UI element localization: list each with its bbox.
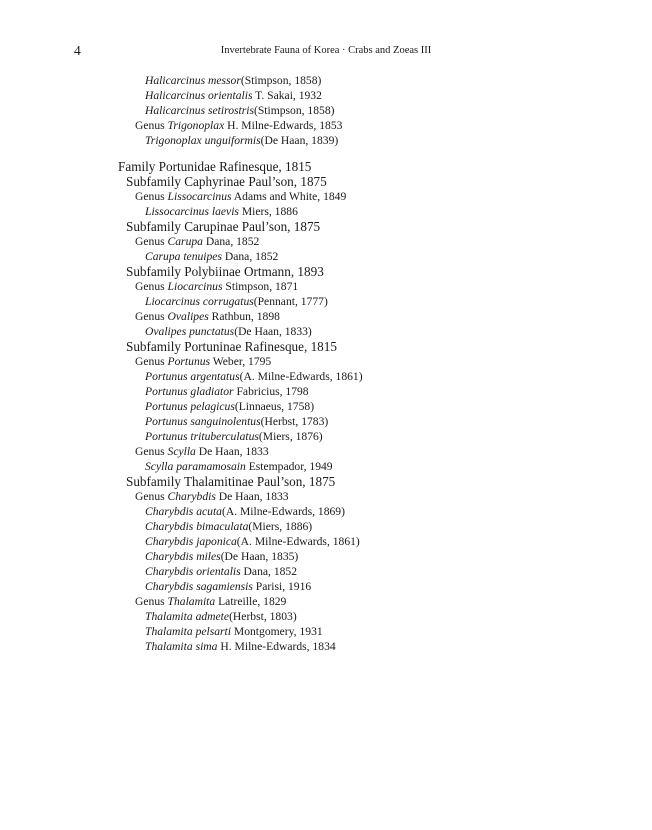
taxon-name: Portunus trituberculatus — [145, 430, 259, 443]
species-entry — [145, 549, 298, 564]
species-entry — [145, 624, 323, 639]
species-entry — [145, 519, 312, 534]
species-entry — [145, 324, 312, 339]
entry-prefix: Genus — [135, 445, 168, 458]
taxon-authority: Latreille, 1829 — [215, 595, 287, 608]
species-entry — [145, 504, 345, 519]
entry-prefix: Subfamily Caphyrinae Paul’son, 1875 — [126, 174, 327, 189]
species-entry — [145, 564, 297, 579]
taxon-authority: (Herbst, 1783) — [260, 415, 329, 428]
taxon-authority: (Stimpson, 1858) — [240, 74, 322, 87]
genus-entry — [135, 118, 342, 133]
taxon-authority: De Haan, 1833 — [215, 490, 289, 503]
taxon-authority: Parisi, 1916 — [252, 580, 312, 593]
taxon-authority: (Herbst, 1803) — [229, 610, 297, 623]
species-entry — [145, 249, 278, 264]
taxon-authority: (Miers, 1886) — [248, 520, 313, 533]
species-entry — [145, 639, 336, 654]
entry-prefix: Genus — [135, 595, 168, 608]
species-entry — [145, 204, 298, 219]
taxon-authority: De Haan, 1833 — [195, 445, 269, 458]
entry-prefix: Genus — [135, 310, 168, 323]
taxon-authority: Stimpson, 1871 — [222, 280, 299, 293]
entry-prefix: Genus — [135, 190, 168, 203]
genus-entry — [135, 309, 280, 324]
taxon-name: Portunus pelagicus — [145, 400, 235, 413]
species-entry — [145, 429, 323, 444]
taxon-authority: (Linnaeus, 1758) — [234, 400, 315, 413]
taxon-name: Portunus sanguinolentus — [145, 415, 261, 428]
species-entry — [145, 609, 297, 624]
species-entry — [145, 133, 338, 148]
taxon-authority: Fabricius, 1798 — [233, 385, 309, 398]
genus-entry — [135, 234, 259, 249]
taxon-name: Halicarcinus messor — [145, 74, 241, 87]
entry-prefix: Family Portunidae Rafinesque, 1815 — [118, 159, 312, 174]
genus-entry — [135, 189, 346, 204]
taxon-name: Charybdis — [167, 490, 216, 503]
taxon-name: Charybdis orientalis — [145, 565, 241, 578]
subfamily-heading — [126, 263, 324, 280]
running-title: Invertebrate Fauna of Korea · Crabs and Zoeas III — [220, 45, 432, 56]
species-entry — [145, 369, 363, 384]
entry-prefix: Genus — [135, 355, 168, 368]
taxon-authority: Dana, 1852 — [240, 565, 298, 578]
taxon-authority: (A. Milne-Edwards, 1861) — [239, 370, 363, 383]
taxon-name: Lissocarcinus — [167, 190, 232, 203]
taxon-authority: (Miers, 1876) — [258, 430, 323, 443]
entry-prefix: Subfamily Carupinae Paul’son, 1875 — [126, 219, 321, 234]
taxon-name: Thalamita pelsarti — [145, 625, 231, 638]
species-entry — [145, 534, 360, 549]
species-entry — [145, 88, 322, 103]
taxon-authority: Montgomery, 1931 — [231, 625, 323, 638]
taxon-name: Halicarcinus setirostris — [145, 104, 254, 117]
page-number: 4 — [74, 43, 81, 58]
taxon-authority: Adams and White, 1849 — [231, 190, 347, 203]
entry-prefix: Genus — [135, 119, 168, 132]
taxon-name: Portunus argentatus — [145, 370, 240, 383]
taxon-authority: (De Haan, 1839) — [260, 134, 339, 147]
taxon-name: Thalamita — [167, 595, 216, 608]
taxon-name: Portunus gladiator — [145, 385, 234, 398]
species-entry — [145, 294, 328, 309]
taxon-authority: Rathbun, 1898 — [208, 310, 280, 323]
entry-prefix: Genus — [135, 490, 168, 503]
taxon-name: Charybdis acuta — [145, 505, 222, 518]
taxon-authority: H. Milne-Edwards, 1853 — [224, 119, 343, 132]
taxon-authority: Weber, 1795 — [210, 355, 272, 368]
taxon-authority: Dana, 1852 — [221, 250, 279, 263]
genus-entry — [135, 279, 298, 294]
taxon-authority: (A. Milne-Edwards, 1869) — [221, 505, 345, 518]
genus-entry — [135, 354, 271, 369]
taxon-name: Portunus — [167, 355, 211, 368]
taxon-authority: (De Haan, 1833) — [234, 325, 312, 338]
page-header — [0, 43, 652, 59]
taxon-authority: Estempador, 1949 — [245, 460, 333, 473]
taxon-authority: (Stimpson, 1858) — [253, 104, 335, 117]
genus-entry — [135, 594, 286, 609]
taxon-authority: (Pennant, 1777) — [253, 295, 328, 308]
taxon-authority: H. Milne-Edwards, 1834 — [217, 640, 336, 653]
entry-prefix: Subfamily Polybiinae Ortmann, 1893 — [126, 264, 324, 279]
taxon-name: Liocarcinus — [167, 280, 223, 293]
taxon-name: Scylla paramamosain — [145, 460, 246, 473]
entry-prefix: Subfamily Portuninae Rafinesque, 1815 — [126, 339, 337, 354]
taxon-name: Carupa tenuipes — [145, 250, 222, 263]
entry-prefix: Subfamily Thalamitinae Paul’son, 1875 — [126, 474, 336, 489]
taxon-name: Thalamita admete — [145, 610, 230, 623]
taxon-name: Liocarcinus corrugatus — [145, 295, 254, 308]
species-entry — [145, 73, 321, 88]
taxon-name: Charybdis sagamiensis — [145, 580, 253, 593]
genus-entry — [135, 444, 269, 459]
taxon-name: Lissocarcinus laevis — [145, 205, 239, 218]
taxon-authority: (De Haan, 1835) — [220, 550, 299, 563]
taxon-name: Ovalipes punctatus — [145, 325, 235, 338]
taxon-name: Scylla — [167, 445, 196, 458]
taxon-name: Charybdis bimaculata — [145, 520, 249, 533]
taxon-authority: T. Sakai, 1932 — [252, 89, 322, 102]
subfamily-heading — [126, 473, 335, 490]
entry-prefix: Genus — [135, 280, 168, 293]
taxon-name: Carupa — [167, 235, 203, 248]
taxon-authority: Dana, 1852 — [202, 235, 260, 248]
species-entry — [145, 399, 314, 414]
taxon-name: Trigonoplax — [167, 119, 225, 132]
species-entry — [145, 103, 335, 118]
taxon-name: Trigonoplax unguiformis — [145, 134, 261, 147]
subfamily-heading — [126, 173, 327, 190]
genus-entry — [135, 489, 289, 504]
subfamily-heading — [126, 218, 320, 235]
species-entry — [145, 384, 309, 399]
taxon-name: Charybdis miles — [145, 550, 221, 563]
taxon-name: Ovalipes — [167, 310, 209, 323]
taxon-name: Thalamita sima — [145, 640, 218, 653]
species-entry — [145, 579, 311, 594]
subfamily-heading — [126, 338, 337, 355]
species-entry — [145, 414, 328, 429]
entry-prefix: Genus — [135, 235, 168, 248]
taxon-authority: (A. Milne-Edwards, 1861) — [236, 535, 360, 548]
taxon-name: Halicarcinus orientalis — [145, 89, 253, 102]
taxon-authority: Miers, 1886 — [238, 205, 298, 218]
taxon-name: Charybdis japonica — [145, 535, 237, 548]
species-entry — [145, 459, 333, 474]
